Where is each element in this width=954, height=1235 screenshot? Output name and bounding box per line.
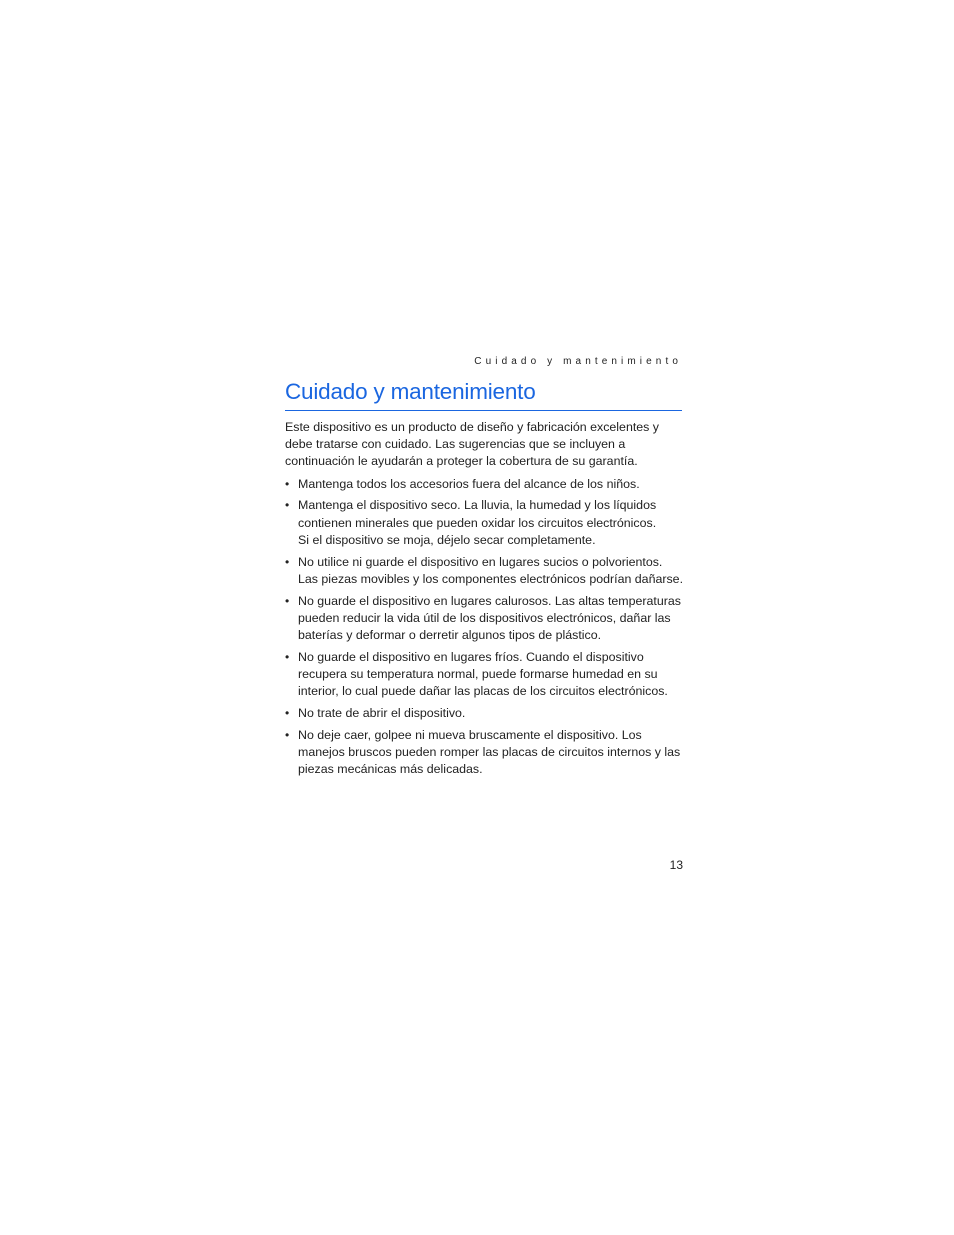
bullet-icon: • [285,498,290,513]
bullet-icon: • [285,706,290,721]
page-number: 13 [669,858,683,872]
bullet-icon: • [285,727,290,742]
list-item-text: No guarde el dispositivo en lugares fríos. Cuando el dispositivo recupera su temperatura normal, puede formarse humedad en su interior, lo cual puede dañar las placas de los circuitos electrónicos. [298,649,668,699]
list-item-text: No deje caer, golpee ni mueva bruscamente el dispositivo. Los manejos bruscos pueden romper las placas de circuitos internos y las piezas mecánicas más delicadas. [298,727,681,777]
list-item [285,727,685,779]
list-item [285,705,685,722]
section-title: Cuidado y mantenimiento [285,378,682,411]
care-tips-list [285,476,685,779]
list-item-text: Mantenga el dispositivo seco. La lluvia, la humedad y los líquidos contienen minerales que pueden oxidar los circuitos electrónicos. [298,498,657,530]
list-item [285,554,685,588]
intro-paragraph: Este dispositivo es un producto de diseño y fabricación excelentes y debe tratarse con cuidado. Las sugerencias que se incluyen a continuación le ayudarán a proteger la cobertura de su garantía. [285,420,660,469]
list-item [285,497,685,549]
list-item-text: Si el dispositivo se moja, déjelo secar completamente. [298,532,596,547]
list-item-text: No utilice ni guarde el dispositivo en lugares sucios o polvorientos. [298,554,663,569]
section-content [285,419,685,783]
bullet-icon: • [285,593,290,608]
list-item-text: Mantenga todos los accesorios fuera del alcance de los niños. [298,476,640,491]
list-item-text: Las piezas movibles y los componentes electrónicos podrían dañarse. [298,571,684,586]
bullet-icon: • [285,476,290,491]
list-item-text: No guarde el dispositivo en lugares calurosos. Las altas temperaturas pueden reducir la vida útil de los dispositivos electrónicos, dañar las baterías y deformar o derretir algunos tipos de plástico. [298,593,681,643]
running-header: Cuidado y mantenimiento [474,356,682,367]
bullet-icon: • [285,649,290,664]
bullet-icon: • [285,554,290,569]
list-item [285,476,685,493]
list-item [285,593,685,645]
list-item-text: No trate de abrir el dispositivo. [298,706,466,721]
list-item [285,649,685,701]
